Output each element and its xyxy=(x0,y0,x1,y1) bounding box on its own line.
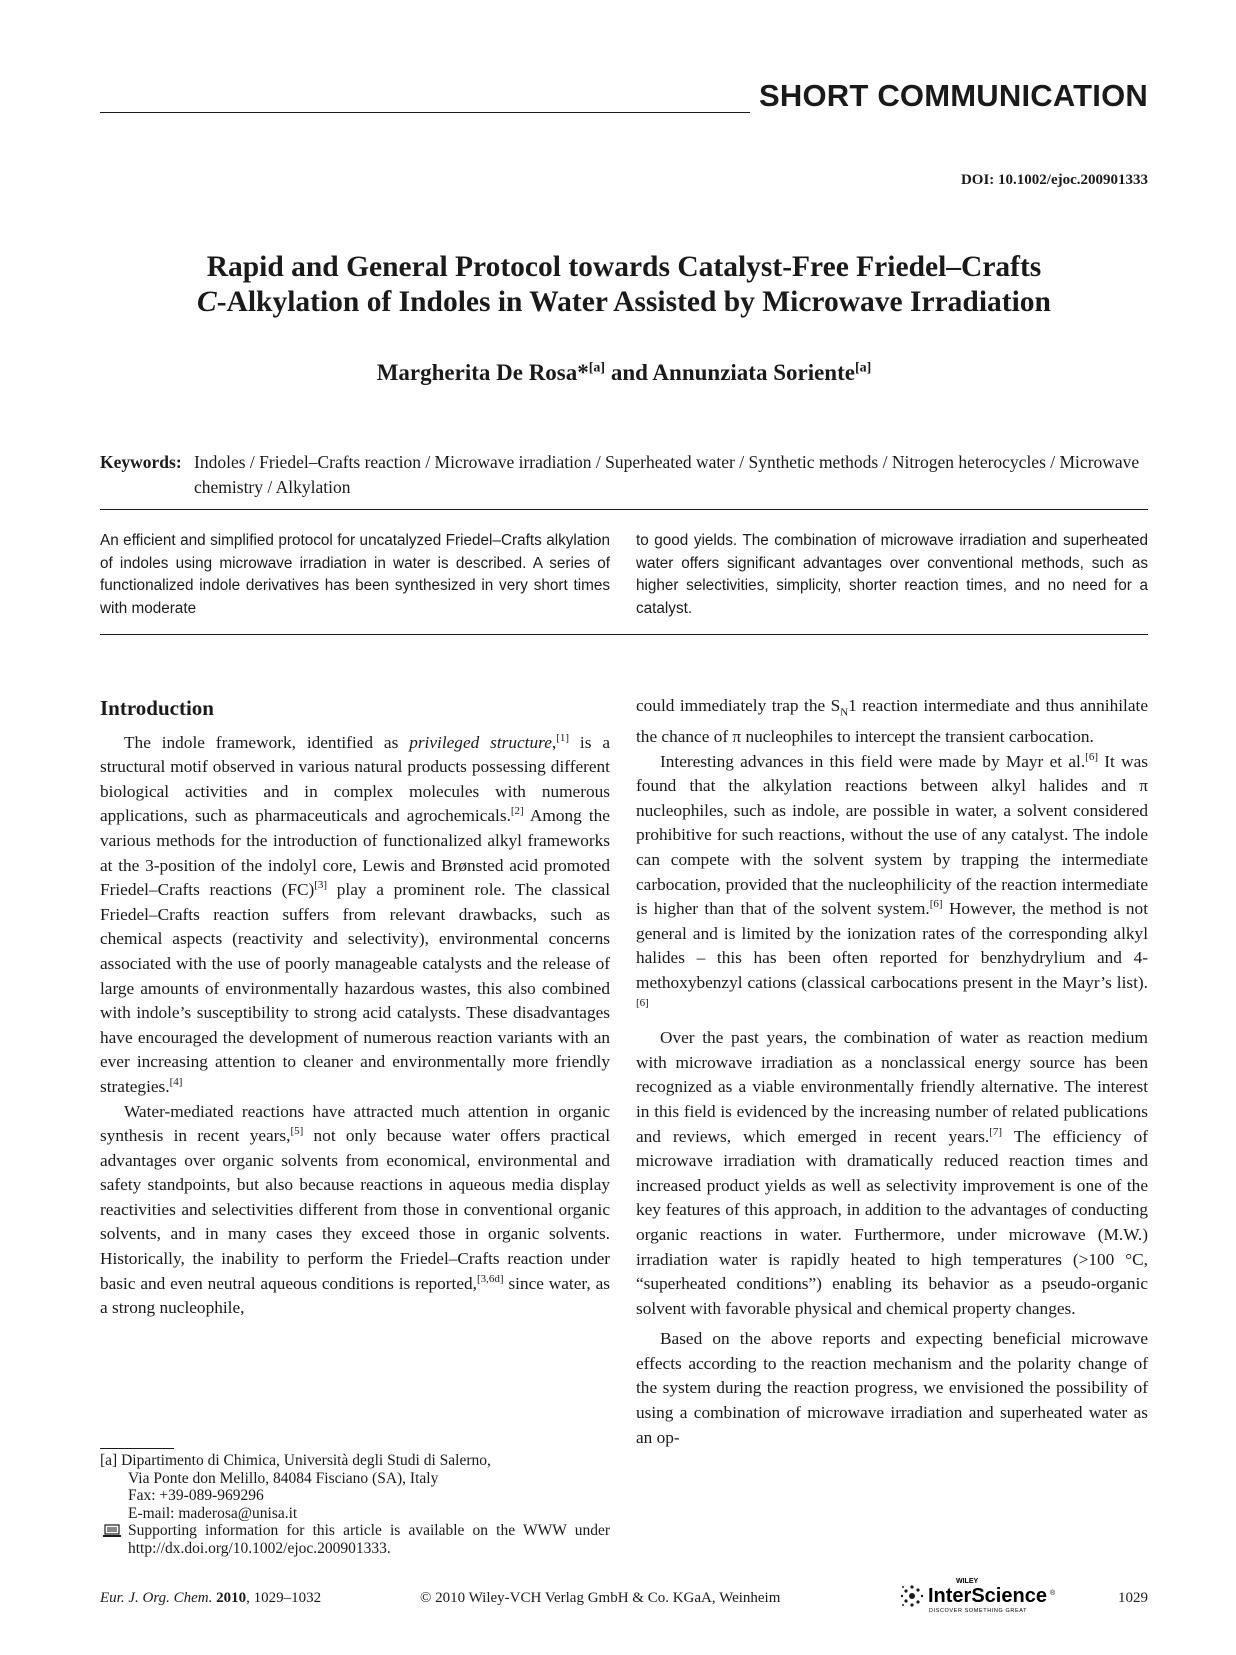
author-2-aff: [a] xyxy=(854,360,872,376)
svg-text:InterScience: InterScience xyxy=(928,1585,1047,1607)
author-1: Margherita De Rosa* xyxy=(376,360,589,385)
article-title xyxy=(100,250,1148,320)
abstract-rule-top xyxy=(100,509,1148,510)
section-label: SHORT COMMUNICATION xyxy=(759,78,1148,113)
page-number: 1029 xyxy=(1118,1590,1148,1606)
affiliation-line1: [a] Dipartimento di Chimica, Università degli Studi di Salerno, xyxy=(100,1452,491,1469)
intro-paragraph-2: Water-mediated reactions have attracted much attention in organic synthesis in recent years,[5] not only because water offers practical advantages over organic solvents from economical, environmental and safety standpoints, but also because reactions in aqueous media display reactivities and selectivities different from those in conventional organic solvents, and in many cases they exceed those in organic solvents. Historically, the inability to perform the Friedel–Crafts reaction under basic and even neutral aqueous conditions is reported,[3,6d] since water, as a strong nucleophile, xyxy=(100,1101,610,1318)
logo-burst-icon xyxy=(901,1585,923,1606)
fax: Fax: +39-089-969296 xyxy=(128,1487,264,1504)
title-line1: Rapid and General Protocol towards Catalyst-Free Friedel–Crafts xyxy=(206,251,1042,283)
computer-icon xyxy=(102,1524,122,1538)
email: E-mail: maderosa@unisa.it xyxy=(128,1504,298,1522)
affiliation-line2: Via Ponte don Melillo, 84084 Fisciano (SA), Italy xyxy=(128,1469,439,1487)
footnote xyxy=(100,1452,610,1557)
title-line2: -Alkylation of Indoles in Water Assisted by Microwave Irradiation xyxy=(216,286,1051,318)
author-conj: and xyxy=(605,360,653,385)
right-paragraph-0: could immediately trap the $S_N1$ reaction intermediate and thus annihilate the chance of π nucleophiles to intercept the transient carbocation. xyxy=(636,696,1148,747)
author-1-aff: [a] xyxy=(588,360,606,376)
intro-paragraph-1: The indole framework, identified as privileged structure,[1] is a structural motif observed in various natural products possessing different biological activities and in complex molecules with numerous applications, such as pharmaceuticals and agrochemicals.[2] Among the various methods for the introduction of functionalized alkyl frameworks at the 3-position of the indolyl core, Lewis and Brønsted acid promoted Friedel–Crafts reactions (FC)[3] play a prominent role. The classical Friedel–Crafts reaction suffers from relevant drawbacks, such as chemical aspects (reactivity and selectivity), environmental concerns associated with the use of poorly manageable catalysts and the release of large amounts of environmentally hazardous wastes, this also combined with indole’s susceptibility to strong acid catalysts. These disadvantages have encouraged the development of numerous reaction variants with an ever increasing attention to cleaner and environmentally more friendly strategies.[4] xyxy=(100,731,610,1096)
journal-citation: Eur. J. Org. Chem. 2010, 1029–1032 xyxy=(100,1590,322,1606)
svg-text:WILEY: WILEY xyxy=(956,1578,979,1585)
keywords xyxy=(100,450,1148,500)
supporting-info-text: Supporting information for this article is available on the WWW under http://dx.doi.org/10.1002/ejoc.200901333. xyxy=(128,1522,610,1557)
copyright: © 2010 Wiley-VCH Verlag GmbH & Co. KGaA, Weinheim xyxy=(420,1590,781,1606)
supporting-info xyxy=(100,1522,610,1557)
right-column xyxy=(636,694,1148,1450)
svg-text:DISCOVER SOMETHING GREAT: DISCOVER SOMETHING GREAT xyxy=(929,1608,1028,1614)
abstract-left: An efficient and simplified protocol for uncatalyzed Friedel–Crafts alkylation of indoles using microwave irradiation in water is described. A series of functionalized indole derivatives has been synthesized in very short times with moderate xyxy=(100,532,610,617)
title-italic: C xyxy=(197,286,217,318)
keywords-text: Indoles / Friedel–Crafts reaction / Microwave irradiation / Superheated water / Synthetic methods / Nitrogen heterocycles / Microwave chemistry / Alkylation xyxy=(194,452,1140,497)
author-2: Annunziata Soriente xyxy=(652,360,855,385)
keywords-label: Keywords: xyxy=(100,452,182,472)
header-rule xyxy=(100,112,750,113)
left-column xyxy=(100,694,610,1321)
footnote-rule xyxy=(100,1448,174,1449)
right-paragraph-3: Based on the above reports and expecting beneficial microwave effects according to the reaction mechanism and the polarity change of the system during the reaction progress, we envisioned the possibility of using a combination of microwave irradiation and superheated water as an op- xyxy=(636,1329,1148,1447)
svg-text:®: ® xyxy=(1050,1590,1056,1597)
right-paragraph-2: Over the past years, the combination of water as reaction medium with microwave irradiation as a nonclassical energy source has been recognized as a viable environmentally friendly alternative. The interest in this field is evidenced by the increasing number of related publications and reviews, which emerged in recent years.[7] The efficiency of microwave irradiation with dramatically reduced reaction times and increased product yields as well as selectivity improvement is one of the key features of this approach, in addition to the advantages of conducting organic reactions in water. Furthermore, under microwave (M.W.) irradiation water is rapidly heated to high temperatures (>100 °C, “superheated conditions”) enabling its behavior as a pseudo-organic solvent with favorable physical and chemical property changes. xyxy=(636,1028,1148,1318)
right-paragraph-1: Interesting advances in this field were made by Mayr et al.[6] It was found that the alkylation reactions between alkyl halides and π nucleophiles, such as indole, are possible in water, a solvent considered prohibitive for such reactions, without the use of any catalyst. The indole can compete with the solvent system by trapping the intermediate carbocation, provided that the nucleophilicity of the reaction intermediate is higher than that of the solvent system.[6] However, the method is not general and is limited by the ionization rates of the corresponding alkyl halides – this has been often reported for benzhydrylium and 4-methoxybenzyl cations (classical carbocations present in the Mayr’s list).[6] xyxy=(636,750,1148,1009)
doi: DOI: 10.1002/ejoc.200901333 xyxy=(960,172,1148,188)
authors xyxy=(100,360,1148,386)
intro-heading: Introduction xyxy=(100,696,214,720)
abstract-rule-bottom xyxy=(100,634,1148,635)
abstract-right: to good yields. The combination of microwave irradiation and superheated water offers significant advantages over conventional methods, such as higher selectivities, simplicity, shorter reaction times, and no need for a catalyst. xyxy=(636,532,1148,617)
interscience-logo xyxy=(898,1573,1068,1617)
